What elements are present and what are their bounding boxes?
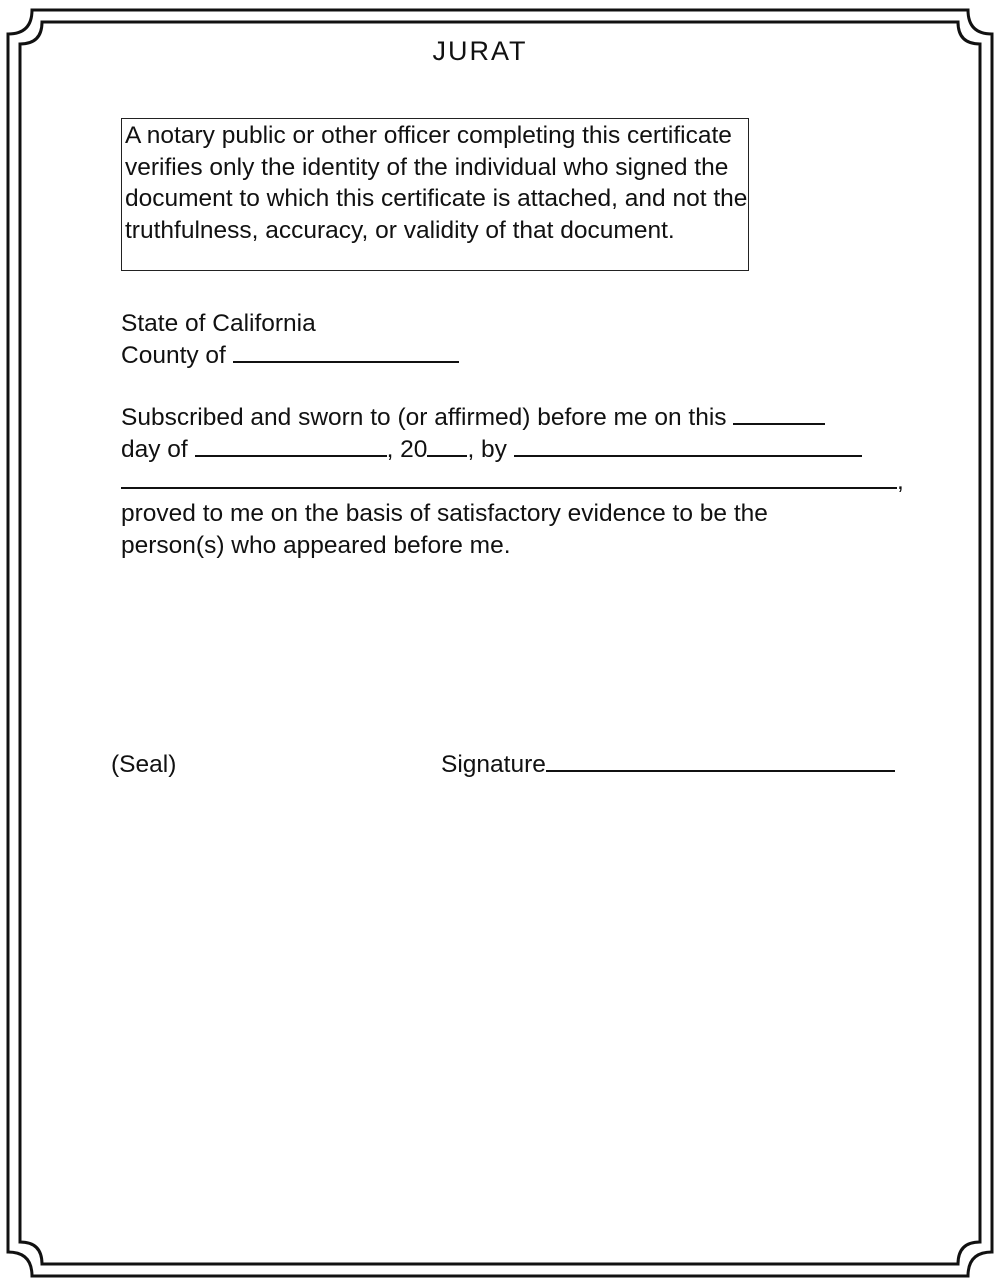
state-line: State of California xyxy=(121,310,316,337)
seal-label: (Seal) xyxy=(111,751,177,778)
document-title: JURAT xyxy=(432,36,528,66)
notary-notice-box: A notary public or other officer completing this certificate verifies only the identity of the individual who signed the document to which this certificate is attached, and not the truthfulness, accuracy, or validity of that document. xyxy=(121,118,749,271)
year-prefix: , 20 xyxy=(386,436,428,463)
signer-name-blank[interactable] xyxy=(514,435,862,457)
county-row xyxy=(121,340,459,372)
date-row xyxy=(121,434,862,466)
proved-line-1: proved to me on the basis of satisfactory evidence to be the xyxy=(121,500,768,527)
subscribed-row xyxy=(121,402,825,434)
proved-line-2: person(s) who appeared before me. xyxy=(121,532,511,559)
month-blank[interactable] xyxy=(195,435,387,457)
county-blank[interactable] xyxy=(233,341,459,363)
signer-name-row xyxy=(121,466,904,498)
day-number-blank[interactable] xyxy=(733,403,825,425)
year-blank[interactable] xyxy=(427,435,467,457)
signature-label: Signature xyxy=(441,751,546,778)
day-of-label: day of xyxy=(121,436,188,463)
name-line-comma: , xyxy=(897,468,904,495)
county-label: County of xyxy=(121,342,226,369)
subscribed-text: Subscribed and sworn to (or affirmed) before me on this xyxy=(121,404,727,431)
by-label: , by xyxy=(467,436,507,463)
signature-blank[interactable] xyxy=(546,750,895,772)
signature-row xyxy=(441,749,895,781)
signer-name-continued-blank[interactable] xyxy=(121,467,897,489)
